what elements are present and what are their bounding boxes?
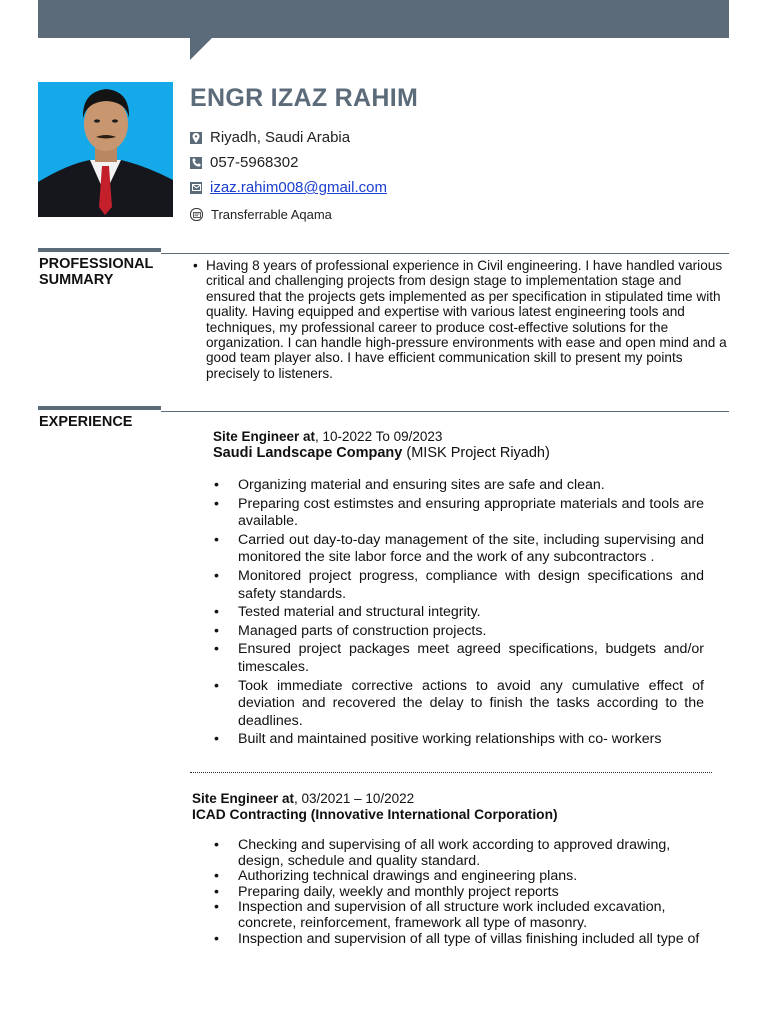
list-item: • Tested material and structural integrity. xyxy=(214,604,704,622)
id-card-icon xyxy=(190,208,203,221)
list-item: • Preparing cost estimstes and ensuring appropriate materials and tools are available. xyxy=(214,496,704,531)
location-text: Riyadh, Saudi Arabia xyxy=(210,129,351,146)
job2-header xyxy=(192,790,414,807)
job2-company-line xyxy=(192,806,558,823)
list-item: • Checking and supervising of all work according to approved drawing, design, schedule and quality standard. xyxy=(214,838,704,869)
section-divider-tab xyxy=(38,248,161,252)
experience-heading: EXPERIENCE xyxy=(39,414,133,430)
job1-header xyxy=(213,428,442,445)
job2-dates: , 03/2021 – 10/2022 xyxy=(294,791,415,806)
job2-company: ICAD Contracting (Innovative International Corporation) xyxy=(192,807,558,822)
contact-visa xyxy=(190,207,332,222)
section-divider-tab xyxy=(38,406,161,410)
list-item: • Ensured project packages meet agreed specifications, budgets and/or timescales. xyxy=(214,641,704,676)
job1-company: Saudi Landscape Company xyxy=(213,445,403,461)
list-item: • Preparing daily, weekly and monthly project reports xyxy=(214,885,704,901)
email-link[interactable]: izaz.rahim008@gmail.com xyxy=(210,179,387,196)
list-item: • Managed parts of construction projects. xyxy=(214,623,704,641)
summary-heading-line1: PROFESSIONAL xyxy=(39,256,154,272)
list-item: • Organizing material and ensuring sites are safe and clean. xyxy=(214,477,704,495)
job1-dates: , 10-2022 To 09/2023 xyxy=(315,429,443,444)
summary-text: • Having 8 years of professional experience in Civil engineering. I have handled various critical and challenging projects from design stage to implementation stage and ensured that the projects gets implemented as per specification in stipulated time with quality. Having equipped and expertise with various latest engineering tools and techniques, my professional career to produce cost-effective solutions for the organization. I can handle high-pressure environments with ease and open mind and a good team player also. I have efficient communication skill to present my points precisely to listeners. xyxy=(193,258,733,381)
job2-role: Site Engineer at xyxy=(192,791,295,806)
summary-heading-line2: SUMMARY xyxy=(39,272,114,288)
envelope-icon xyxy=(190,182,202,194)
section-divider-line xyxy=(161,253,729,254)
list-item: • Monitored project progress, compliance with design specifications and safety standards. xyxy=(214,568,704,603)
list-item: • Inspection and supervision of all structure work included excavation, concrete, reinforcement, framework all type of masonry. xyxy=(214,900,704,931)
job1-role: Site Engineer at xyxy=(213,429,316,444)
list-item: • Inspection and supervision of all type of villas finishing included all type of xyxy=(214,932,704,948)
contact-phone xyxy=(190,154,298,171)
profile-photo xyxy=(38,82,173,217)
portrait-illustration xyxy=(38,82,173,217)
location-pin-icon xyxy=(190,132,202,144)
phone-icon xyxy=(190,157,202,169)
job1-company-line xyxy=(213,445,550,462)
job1-duties xyxy=(214,477,704,750)
job2-duties xyxy=(214,838,704,947)
visa-text: Transferrable Aqama xyxy=(211,207,332,222)
job1-project: (MISK Project Riyadh) xyxy=(402,445,550,461)
job-separator xyxy=(190,772,712,773)
summary-list xyxy=(193,258,733,381)
contact-location xyxy=(190,129,350,146)
list-item: • Built and maintained positive working relationships with co- workers xyxy=(214,731,704,749)
list-item: • Took immediate corrective actions to avoid any cumulative effect of deviation and recovered the delay to finish the tasks according to the deadlines. xyxy=(214,678,704,731)
header-notch xyxy=(190,38,212,60)
phone-text: 057-5968302 xyxy=(210,154,299,171)
section-divider-line xyxy=(161,411,729,412)
summary-heading xyxy=(39,256,153,288)
list-item: • Carried out day-to-day management of the site, including supervising and monitored the site labor force and the work of any subcontractors . xyxy=(214,532,704,567)
contact-email xyxy=(190,179,387,196)
list-item: • Authorizing technical drawings and engineering plans. xyxy=(214,869,704,885)
header-bar xyxy=(38,0,729,38)
candidate-name: ENGR IZAZ RAHIM xyxy=(190,84,419,112)
